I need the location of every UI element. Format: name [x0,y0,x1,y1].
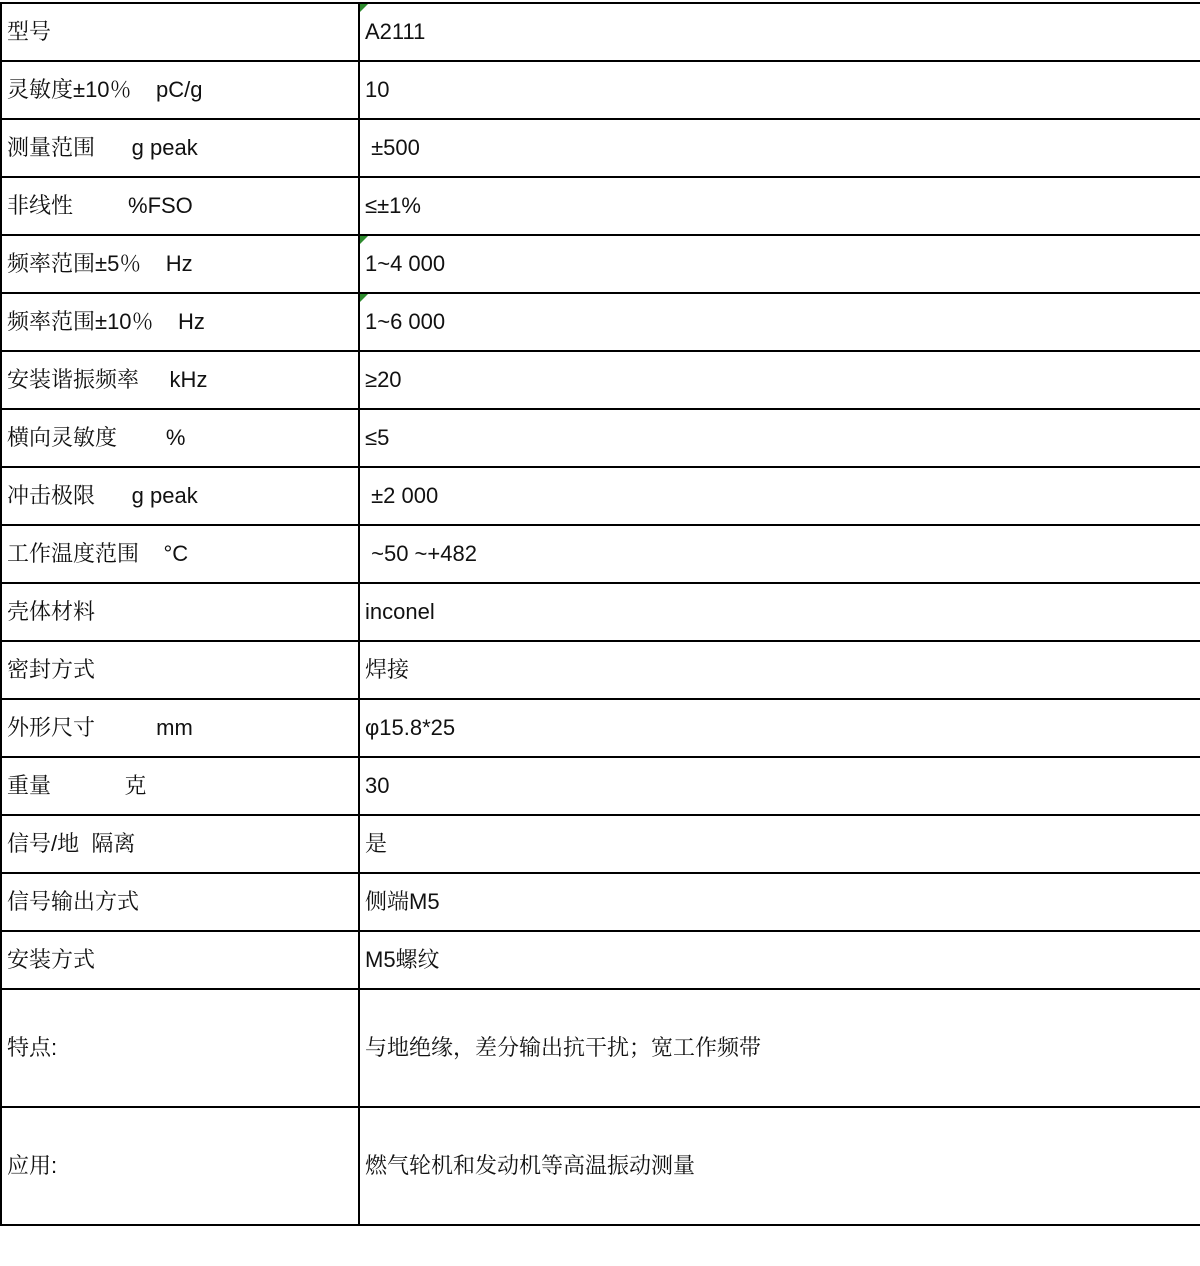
table-row [1,583,1200,641]
row-label: 横向灵敏度 % [1,409,359,467]
row-value[interactable]: ≥20 [359,351,1200,409]
row-label: 安装方式 [1,931,359,989]
row-label: 型号 [1,3,359,61]
row-value[interactable]: 焊接 [359,641,1200,699]
row-value[interactable]: ±500 [359,119,1200,177]
table-row [1,641,1200,699]
table-row [1,873,1200,931]
spec-table-body [1,3,1200,1225]
row-label: 壳体材料 [1,583,359,641]
table-row [1,989,1200,1107]
row-label: 灵敏度±10％ pC/g [1,61,359,119]
row-label: 频率范围±5％ Hz [1,235,359,293]
row-value[interactable]: 燃气轮机和发动机等高温振动测量 [359,1107,1200,1225]
row-label: 信号输出方式 [1,873,359,931]
table-row [1,757,1200,815]
table-row [1,525,1200,583]
row-value[interactable]: 与地绝缘，差分输出抗干扰；宽工作频带 [359,989,1200,1107]
table-row [1,1107,1200,1225]
row-value[interactable]: 10 [359,61,1200,119]
row-value[interactable]: 是 [359,815,1200,873]
table-row [1,699,1200,757]
row-label: 工作温度范围 °C [1,525,359,583]
row-value[interactable]: φ15.8*25 [359,699,1200,757]
table-row [1,467,1200,525]
row-label: 冲击极限 g peak [1,467,359,525]
row-value[interactable]: inconel [359,583,1200,641]
row-label: 外形尺寸 mm [1,699,359,757]
table-row [1,931,1200,989]
row-label: 特点: [1,989,359,1107]
row-label: 信号/地 隔离 [1,815,359,873]
row-value[interactable]: ±2 000 [359,467,1200,525]
row-label: 频率范围±10％ Hz [1,293,359,351]
table-row [1,351,1200,409]
row-label: 测量范围 g peak [1,119,359,177]
row-label: 非线性 %FSO [1,177,359,235]
row-label: 密封方式 [1,641,359,699]
row-value[interactable]: 1~4 000 [359,235,1200,293]
row-value[interactable]: ≤±1% [359,177,1200,235]
row-value[interactable]: A2111 [359,3,1200,61]
table-row [1,293,1200,351]
row-label: 应用: [1,1107,359,1225]
row-value[interactable]: ~50 ~+482 [359,525,1200,583]
table-row [1,409,1200,467]
table-row [1,177,1200,235]
row-value[interactable]: 30 [359,757,1200,815]
table-row [1,235,1200,293]
row-value[interactable]: 侧端M5 [359,873,1200,931]
table-row [1,815,1200,873]
table-row [1,3,1200,61]
row-label: 重量 克 [1,757,359,815]
row-label: 安装谐振频率 kHz [1,351,359,409]
table-row [1,61,1200,119]
spec-table [0,2,1200,1226]
row-value[interactable]: ≤5 [359,409,1200,467]
row-value[interactable]: 1~6 000 [359,293,1200,351]
row-value[interactable]: M5螺纹 [359,931,1200,989]
table-row [1,119,1200,177]
